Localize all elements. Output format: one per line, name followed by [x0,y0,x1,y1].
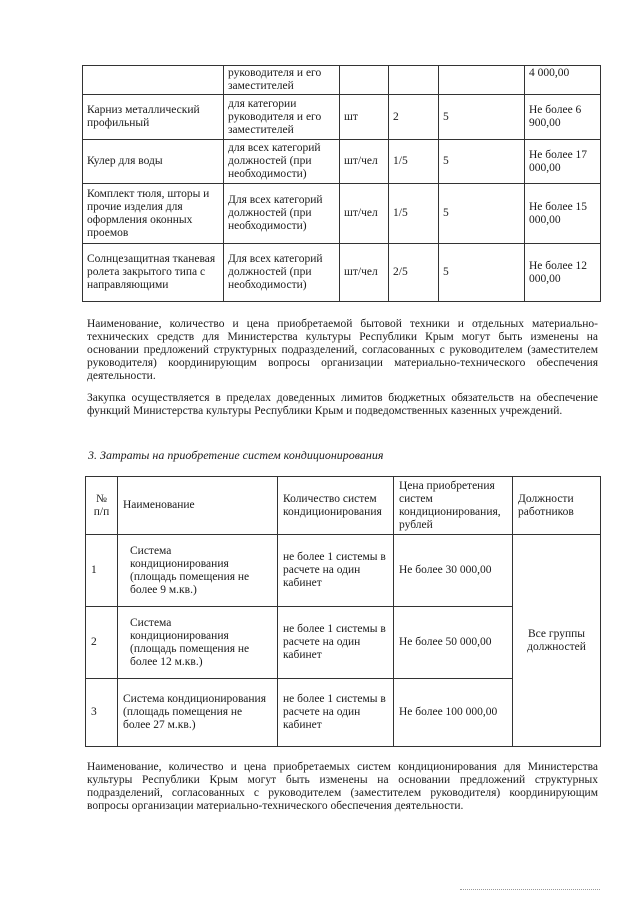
table-row [83,66,601,95]
system-price: Не более 30 000,00 [394,535,513,607]
row-number: 2 [86,607,118,679]
item-years: 5 [439,244,525,302]
item-quantity: 1/5 [389,140,439,184]
section-heading: 3. Затраты на приобретение систем кондиционирования [88,448,384,462]
header-positions: Должности работников [513,477,601,535]
item-unit: шт/чел [340,184,389,244]
item-name: Солнцезащитная тканевая ролета закрытого типа с направляющими [83,244,224,302]
item-price: Не более 15 000,00 [525,184,601,244]
item-years [439,66,525,95]
item-category: Для всех категорий должностей (при необходимости) [224,244,340,302]
item-quantity: 1/5 [389,184,439,244]
item-category: руководителя и его заместителей [224,66,340,95]
item-unit: шт/чел [340,244,389,302]
header-quantity: Количество систем кондиционирования [278,477,394,535]
row-number: 1 [86,535,118,607]
item-quantity: 2/5 [389,244,439,302]
header-name: Наименование [118,477,278,535]
system-price: Не более 100 000,00 [394,679,513,747]
system-quantity: не более 1 системы в расчете на один кабинет [278,607,394,679]
row-number: 3 [86,679,118,747]
paragraph-changes-note: Наименование, количество и цена приобретаемой бытовой техники и отдельных материально-технических средств для Министерства культуры Республики Крым могут быть изменены на основании предложений структурных подразделений, согласованных с руководителем (заместителем руководителя) координирующим вопросы организации материально-технического обеспечения деятельности. [87,318,598,382]
air-conditioning-table [85,476,601,747]
system-quantity: не более 1 системы в расчете на один кабинет [278,679,394,747]
table-row [83,244,601,302]
system-quantity: не более 1 системы в расчете на один кабинет [278,535,394,607]
item-price: Не более 6 900,00 [525,95,601,140]
item-quantity [389,66,439,95]
item-name: Кулер для воды [83,140,224,184]
item-price: Не более 12 000,00 [525,244,601,302]
item-price: 4 000,00 [525,66,601,95]
item-years: 5 [439,184,525,244]
system-name: Система кондиционирования (площадь помещения не более 27 м.кв.) [118,679,278,747]
system-name: Система кондиционирования (площадь помещения не более 9 м.кв.) [118,535,278,607]
table-row [83,140,601,184]
table-row [86,535,601,607]
table-header-row [86,477,601,535]
item-category: Для всех категорий должностей (при необходимости) [224,184,340,244]
header-number: № п/п [86,477,118,535]
item-quantity: 2 [389,95,439,140]
item-name [83,66,224,95]
item-years: 5 [439,95,525,140]
table-row [83,184,601,244]
item-category: для всех категорий должностей (при необходимости) [224,140,340,184]
item-unit: шт/чел [340,140,389,184]
positions-value: Все группы должностей [513,535,601,747]
item-unit: шт [340,95,389,140]
table-row [83,95,601,140]
system-name: Система кондиционирования (площадь помещения не более 12 м.кв.) [118,607,278,679]
header-price: Цена приобретения систем кондиционирования, рублей [394,477,513,535]
item-name: Комплект тюля, шторы и прочие изделия для оформления оконных проемов [83,184,224,244]
item-price: Не более 17 000,00 [525,140,601,184]
paragraph-ac-changes-note: Наименование, количество и цена приобретаемых систем кондиционирования для Министерства культуры Республики Крым могут быть изменены на основании предложений структурных подразделений, согласованных с руководителем (заместителем руководителя) координирующим вопросы организации материально-технического обеспечения деятельности. [87,761,598,812]
furniture-equipment-table [82,65,601,302]
item-unit [340,66,389,95]
item-category: для категории руководителя и его заместителей [224,95,340,140]
item-years: 5 [439,140,525,184]
paragraph-procurement-limits: Закупка осуществляется в пределах доведенных лимитов бюджетных обязательств на обеспечение функций Министерства культуры Республики Крым и подведомственных казенных учреждений. [87,392,598,417]
item-name: Карниз металлический профильный [83,95,224,140]
system-price: Не более 50 000,00 [394,607,513,679]
scan-edge-line [460,889,600,890]
